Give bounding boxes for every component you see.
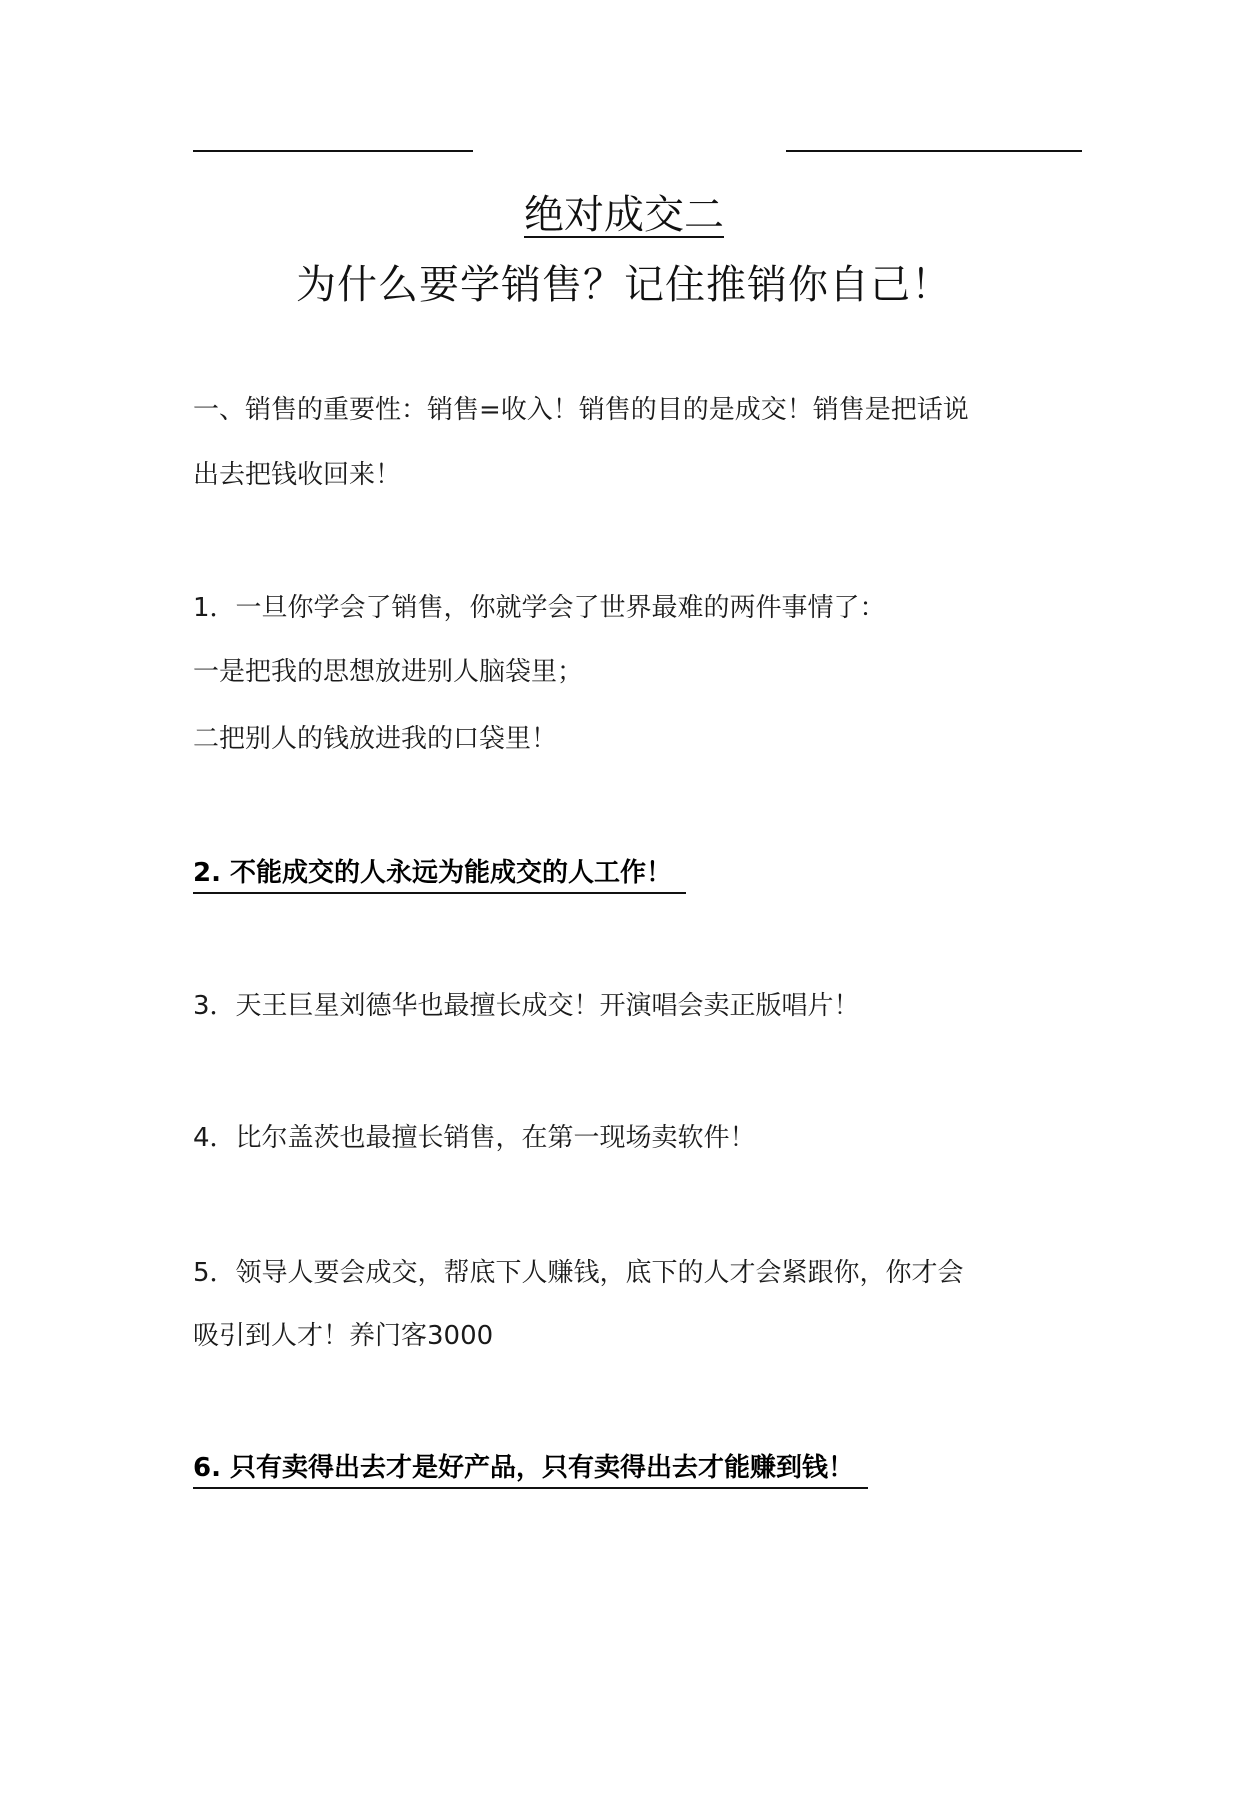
item-1-line-2: 一是把我的思想放进别人脑袋里； <box>193 657 584 687</box>
item-5-line-2: 吸引到人才！养门客3000 <box>193 1321 494 1351</box>
item-5-line-1: 5．领导人要会成交，帮底下人赚钱，底下的人才会紧跟你，你才会 <box>193 1258 964 1288</box>
signature-line-left <box>193 150 473 152</box>
item-6 <box>193 1452 868 1484</box>
page-title <box>0 183 1248 240</box>
section-intro-line-1: 一、销售的重要性：销售=收入！销售的目的是成交！销售是把话说 <box>193 395 969 425</box>
item-2 <box>193 857 686 889</box>
signature-line-right <box>786 150 1082 152</box>
item-6-text: 6. 只有卖得出去才是好产品，只有卖得出去才能赚到钱！ <box>193 1453 868 1489</box>
item-3: 3．天王巨星刘德华也最擅长成交！开演唱会卖正版唱片！ <box>193 991 860 1021</box>
page-title-text: 绝对成交二 <box>524 192 724 238</box>
item-4: 4．比尔盖茨也最擅长销售，在第一现场卖软件！ <box>193 1123 756 1153</box>
section-intro-line-2: 出去把钱收回来！ <box>193 460 402 490</box>
item-2-text: 2. 不能成交的人永远为能成交的人工作！ <box>193 858 686 894</box>
item-1-line-3: 二把别人的钱放进我的口袋里！ <box>193 724 558 754</box>
page-subtitle: 为什么要学销售？记住推销你自己！ <box>296 262 952 308</box>
item-1-line-1: 1．一旦你学会了销售，你就学会了世界最难的两件事情了： <box>193 593 886 623</box>
